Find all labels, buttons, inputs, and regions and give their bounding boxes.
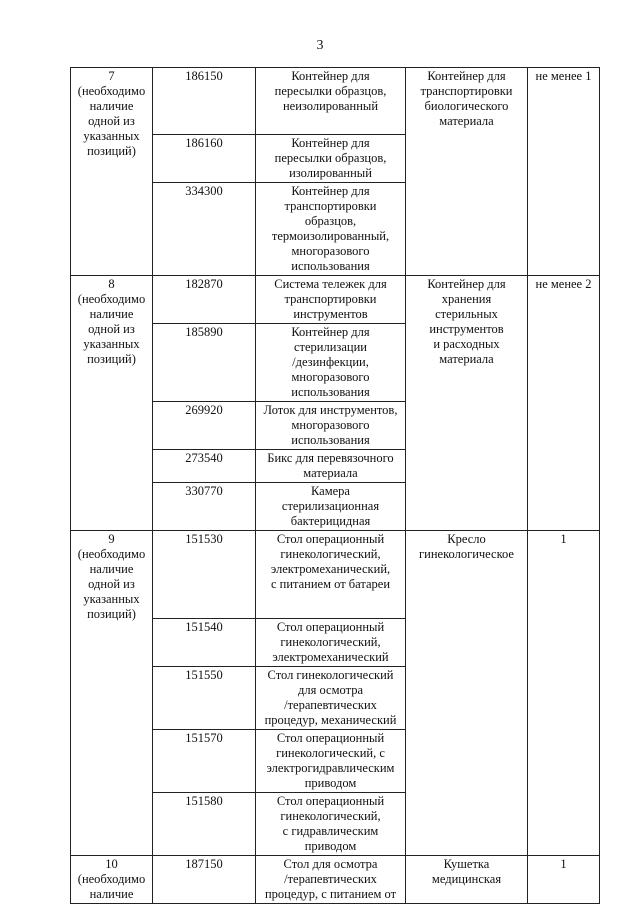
condition-line: (необходимо	[77, 872, 146, 886]
quantity-cell: не менее 1	[528, 68, 600, 276]
item-code: 151540	[153, 619, 256, 667]
item-code: 151550	[153, 667, 256, 730]
product-cell: Контейнер для хранения стерильных инструментов и расходных материала	[406, 276, 528, 531]
condition-line: одной из	[88, 322, 135, 336]
group-number: 9	[108, 532, 115, 546]
group-number-cell	[71, 531, 153, 856]
item-name: Контейнер для транспортировки образцов, термоизолированный, многоразового использования	[256, 183, 406, 276]
item-code: 185890	[153, 324, 256, 402]
item-code: 186160	[153, 135, 256, 183]
condition-line: позиций)	[87, 144, 136, 158]
table-row	[71, 531, 600, 619]
table-row	[71, 856, 600, 904]
condition-line: (необходимо	[77, 547, 146, 561]
product-cell: Кресло гинекологическое	[406, 531, 528, 856]
item-name: Стол операционный гинекологический, с электрогидравлическим приводом	[256, 730, 406, 793]
item-name: Стол операционный гинекологический, электромеханический, с питанием от батареи	[256, 531, 406, 619]
condition-line: указанных	[83, 129, 140, 143]
item-code: 269920	[153, 402, 256, 450]
item-name: Контейнер для пересылки образцов, изолированный	[256, 135, 406, 183]
table-row	[71, 276, 600, 324]
item-name: Стол операционный гинекологический, с гидравлическим приводом	[256, 793, 406, 856]
item-name: Стол для осмотра /терапевтических процедур, с питанием от	[256, 856, 406, 904]
group-number: 10	[105, 857, 118, 871]
condition-line: наличие	[89, 307, 134, 321]
page-number: 3	[316, 38, 324, 53]
item-code: 182870	[153, 276, 256, 324]
item-code: 151580	[153, 793, 256, 856]
item-name: Стол операционный гинекологический, электромеханический	[256, 619, 406, 667]
group-number-cell	[71, 276, 153, 531]
condition-line: наличие	[89, 887, 134, 901]
condition-line: одной из	[88, 114, 135, 128]
item-code: 334300	[153, 183, 256, 276]
item-name: Стол гинекологический для осмотра /терапевтических процедур, механический	[256, 667, 406, 730]
equipment-table	[70, 67, 600, 904]
condition-line: указанных	[83, 592, 140, 606]
condition-line: (необходимо	[77, 84, 146, 98]
item-name: Контейнер для стерилизации /дезинфекции, многоразового использования	[256, 324, 406, 402]
item-code: 273540	[153, 450, 256, 483]
group-number-cell	[71, 856, 153, 904]
condition-line: одной из	[88, 577, 135, 591]
condition-line: (необходимо	[77, 292, 146, 306]
quantity-cell: 1	[528, 531, 600, 856]
item-code: 151530	[153, 531, 256, 619]
product-cell: Кушетка медицинская	[406, 856, 528, 904]
product-cell: Контейнер для транспортировки биологического материала	[406, 68, 528, 276]
item-code: 330770	[153, 483, 256, 531]
group-number: 7	[108, 69, 115, 83]
item-name: Контейнер для пересылки образцов, неизолированный	[256, 68, 406, 135]
item-name: Камера стерилизационная бактерицидная	[256, 483, 406, 531]
condition-line: наличие	[89, 562, 134, 576]
quantity-cell: 1	[528, 856, 600, 904]
item-code: 186150	[153, 68, 256, 135]
item-code: 187150	[153, 856, 256, 904]
quantity-cell: не менее 2	[528, 276, 600, 531]
table-row	[71, 68, 600, 135]
condition-line: указанных	[83, 337, 140, 351]
group-number: 8	[108, 277, 115, 291]
condition-line: наличие	[89, 99, 134, 113]
item-name: Система тележек для транспортировки инструментов	[256, 276, 406, 324]
condition-line: позиций)	[87, 352, 136, 366]
item-name: Лоток для инструментов, многоразового использования	[256, 402, 406, 450]
condition-line: позиций)	[87, 607, 136, 621]
group-number-cell	[71, 68, 153, 276]
item-name: Бикс для перевязочного материала	[256, 450, 406, 483]
item-code: 151570	[153, 730, 256, 793]
